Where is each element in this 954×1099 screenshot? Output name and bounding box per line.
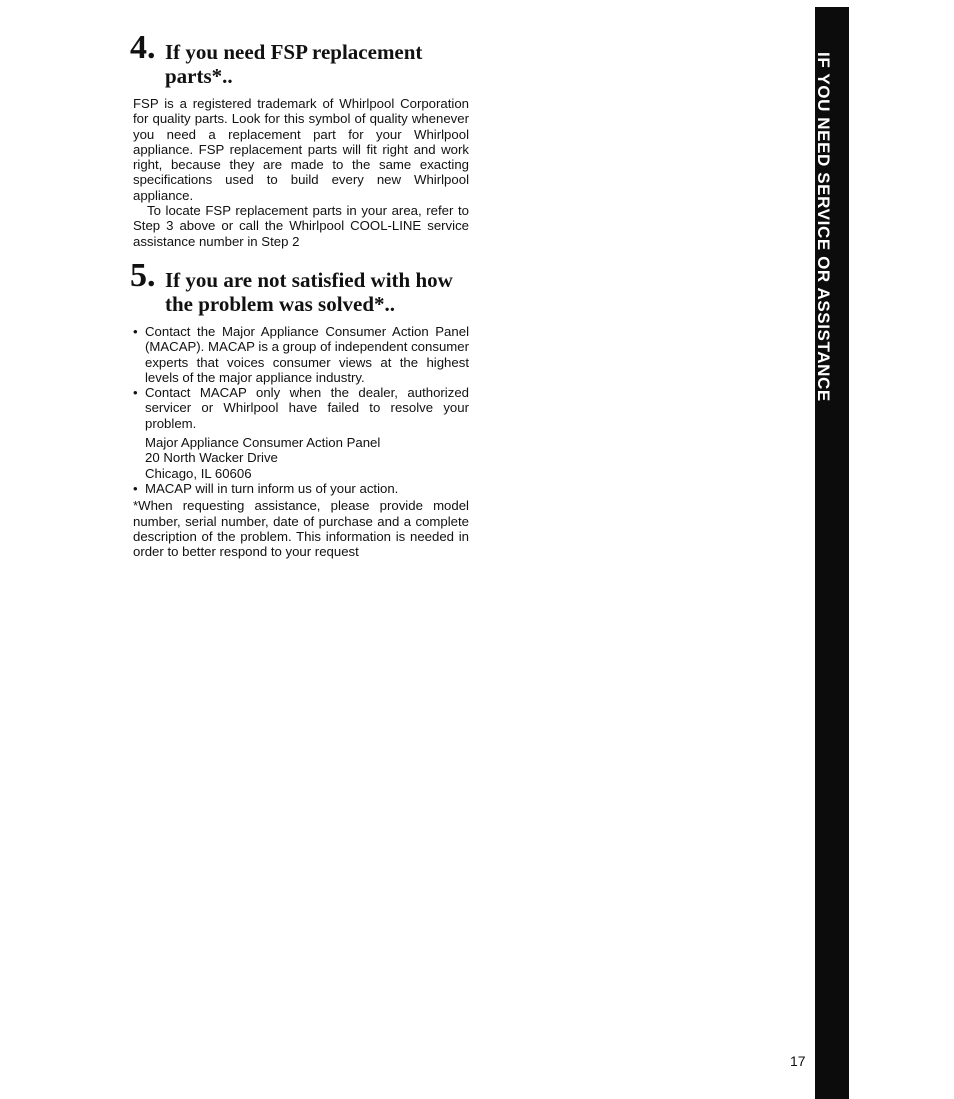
bullet-icon: • <box>133 324 138 339</box>
section-4-number: 4. <box>130 29 156 66</box>
section-5-number: 5. <box>130 257 156 294</box>
address-line: Chicago, IL 60606 <box>145 465 252 481</box>
footnote: *When requesting assistance, please provide model number, serial number, date of purchase and a complete description of the problem. This information is needed in order to better respond to your request <box>133 498 469 560</box>
section-5 <box>130 257 469 560</box>
section-4-heading <box>130 29 469 88</box>
bullet-text: MACAP will in turn inform us of your action. <box>145 480 399 496</box>
section-5-body <box>133 324 469 559</box>
list-item <box>133 324 469 385</box>
bullet-text: Contact MACAP only when the dealer, authorized servicer or Whirlpool have failed to resolve your problem. <box>145 385 469 431</box>
section-4-title: If you need FSP replacement parts*.. <box>165 40 423 88</box>
section-4-body <box>133 96 469 249</box>
section-4 <box>130 29 469 249</box>
address-line: 20 North Wacker Drive <box>145 450 278 466</box>
bullet-icon: • <box>133 385 138 401</box>
page-number: 17 <box>790 1053 806 1069</box>
section-5-heading <box>130 257 469 316</box>
list-item <box>133 385 469 431</box>
macap-address <box>133 435 469 481</box>
side-tab-label: IF YOU NEED SERVICE OR ASSISTANCE <box>814 52 833 402</box>
list-item <box>133 481 469 496</box>
address-line: Major Appliance Consumer Action Panel <box>145 435 381 451</box>
bullet-icon: • <box>133 480 138 496</box>
side-tab <box>815 7 849 1099</box>
section-4-paragraph: FSP is a registered trademark of Whirlpool Corporation for quality parts. Look for this symbol of quality whenever you need a replacement part for your Whirlpool appliance. FSP replacement parts will fit right and work right, because they are made to the same exacting specifications used to build every new Whirlpool appliance. <box>133 96 469 203</box>
section-5-title: If you are not satisfied with how the problem was solved*.. <box>165 268 453 316</box>
bullet-text: Contact the Major Appliance Consumer Action Panel (MACAP). MACAP is a group of independent consumer experts that voices consumer views at the highest levels of the major appliance industry. <box>145 324 469 385</box>
section-4-paragraph: To locate FSP replacement parts in your area, refer to Step 3 above or call the Whirlpool COOL-LINE service assistance number in Step 2 <box>133 203 469 249</box>
